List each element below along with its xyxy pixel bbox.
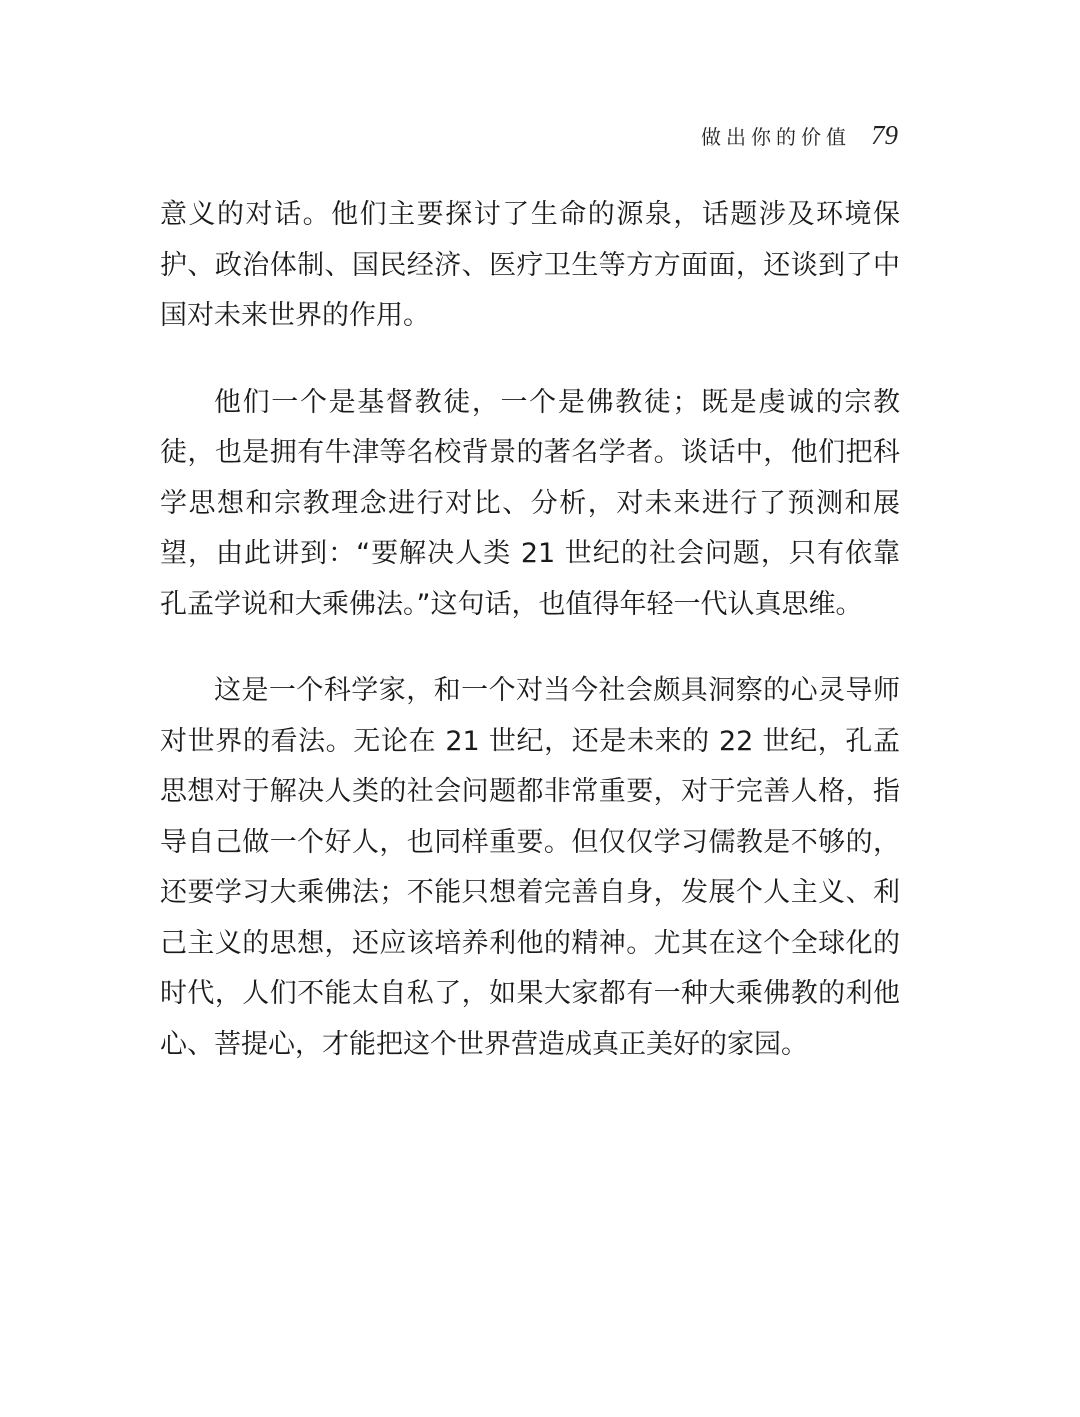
paragraph: 这是一个科学家，和一个对当今社会颇具洞察的心灵导师对世界的看法。无论在 21 世纪，还是未来的 22 世纪，孔孟思想对于解决人类的社会问题都非常重要，对于完善人格，指导自己做一个好人，也同样重要。但仅仅学习儒教是不够的，还要学习大乘佛法；不能只想着完善自身，发展个人主义、利己主义的思想，还应该培养利他的精神。尤其在这个全球化的时代，人们不能太自私了，如果大家都有一种大乘佛教的利他心、菩提心，才能把这个世界营造成真正美好的家园。: [160, 675, 900, 1060]
page-number: 79: [871, 120, 898, 150]
running-title: 做出你的价值: [701, 125, 851, 149]
running-head: [701, 120, 898, 151]
paragraph: 他们一个是基督教徒，一个是佛教徒；既是虔诚的宗教徒，也是拥有牛津等名校背景的著名学者。谈话中，他们把科学思想和宗教理念进行对比、分析，对未来进行了预测和展望，由此讲到：“要解决人类 21 世纪的社会问题，只有依靠孔孟学说和大乘佛法。”这句话，也值得年轻一代认真思维。: [160, 386, 900, 620]
body-text: [160, 190, 900, 1070]
paragraph-continued: 意义的对话。他们主要探讨了生命的源泉，话题涉及环境保护、政治体制、国民经济、医疗卫生等方方面面，还谈到了中国对未来世界的作用。: [160, 199, 900, 331]
